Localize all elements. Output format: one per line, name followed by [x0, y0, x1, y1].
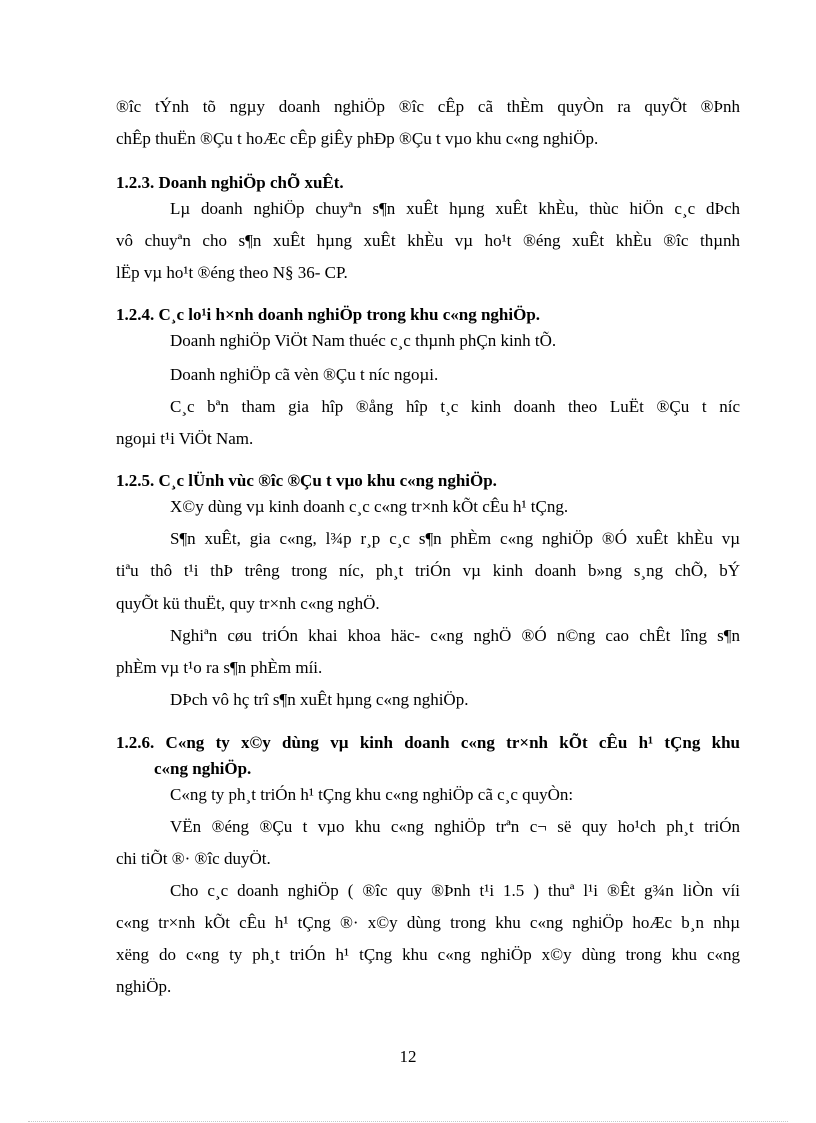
body-line: tiªu thô t¹i thÞ trêng trong níc, ph¸t triÓn vµ kinh doanh b»ng s¸ng chÕ, bÝ [116, 561, 740, 580]
section-heading-1-2-6: 1.2.6. C«ng ty x©y dùng vµ kinh doanh c«ng tr×nh kÕt cÊu h¹ tÇng khu [116, 733, 740, 752]
body-line: ®îc tÝnh tõ ngµy doanh nghiÖp ®îc cÊp cã thÈm quyÒn ra quyÕt ®Þnh [116, 97, 740, 116]
body-line: nghiÖp. [116, 977, 172, 996]
body-line: quyÕt kü thuËt, quy tr×nh c«ng nghÖ. [116, 594, 380, 613]
body-line: ngoµi t¹i ViÖt Nam. [116, 429, 254, 448]
body-line: chÊp thuËn ®Çu t hoÆc cÊp giÊy phÐp ®Çu t vµo khu c«ng nghiÖp. [116, 129, 599, 148]
body-line: Doanh nghiÖp ViÖt Nam thuéc c¸c thµnh phÇn kinh tÕ. [170, 331, 557, 350]
body-line: Nghiªn cøu triÓn khai khoa häc- c«ng nghÖ ®Ó n©ng cao chÊt lîng s¶n [170, 626, 740, 645]
section-heading-1-2-5: 1.2.5. C¸c lÜnh vùc ®îc ®Çu t vµo khu c«ng nghiÖp. [116, 471, 497, 490]
section-heading-continuation: c«ng nghiÖp. [154, 759, 252, 778]
body-line: c«ng tr×nh kÕt cÊu h¹ tÇng ®· x©y dùng trong khu c«ng nghiÖp hoÆc b¸n nhµ [116, 913, 740, 932]
section-heading-1-2-4: 1.2.4. C¸c lo¹i h×nh doanh nghiÖp trong khu c«ng nghiÖp. [116, 305, 541, 324]
body-line: Cho c¸c doanh nghiÖp ( ®îc quy ®Þnh t¹i 1.5 ) thuª l¹i ®Êt g¾n liÒn víi [170, 881, 740, 900]
body-line: phÈm vµ t¹o ra s¶n phÈm míi. [116, 658, 323, 677]
body-line: C¸c bªn tham gia hîp ®ång hîp t¸c kinh doanh theo LuËt ®Çu t níc [170, 397, 740, 416]
body-line: Lµ doanh nghiÖp chuyªn s¶n xuÊt hµng xuÊt khÈu, thùc hiÖn c¸c dÞch [170, 199, 740, 218]
section-heading-1-2-3: 1.2.3. Doanh nghiÖp chÕ xuÊt. [116, 173, 344, 192]
body-line: X©y dùng vµ kinh doanh c¸c c«ng tr×nh kÕt cÊu h¹ tÇng. [170, 497, 569, 516]
page-bottom-dotted-rule [28, 1121, 788, 1122]
body-line: C«ng ty ph¸t triÓn h¹ tÇng khu c«ng nghiÖp cã c¸c quyÒn: [170, 785, 574, 804]
body-line: S¶n xuÊt, gia c«ng, l¾p r¸p c¸c s¶n phÈm c«ng nghiÖp ®Ó xuÊt khÈu vµ [170, 529, 740, 548]
body-line: lËp vµ ho¹t ®éng theo N§ 36- CP. [116, 263, 348, 282]
body-line: chi tiÕt ®· ®îc duyÖt. [116, 849, 271, 868]
body-line: vô chuyªn cho s¶n xuÊt hµng xuÊt khÈu vµ ho¹t ®éng xuÊt khÈu ®îc thµnh [116, 231, 740, 250]
body-line: Doanh nghiÖp cã vèn ®Çu t níc ngoµi. [170, 365, 439, 384]
body-line: DÞch vô hç trî s¶n xuÊt hµng c«ng nghiÖp. [170, 690, 469, 709]
body-line: xëng do c«ng ty ph¸t triÓn h¹ tÇng khu c«ng nghiÖp x©y dùng trong khu c«ng [116, 945, 740, 964]
page-number: 12 [399, 1047, 417, 1066]
body-line: VËn ®éng ®Çu t vµo khu c«ng nghiÖp trªn c¬ së quy ho¹ch ph¸t triÓn [170, 817, 740, 836]
